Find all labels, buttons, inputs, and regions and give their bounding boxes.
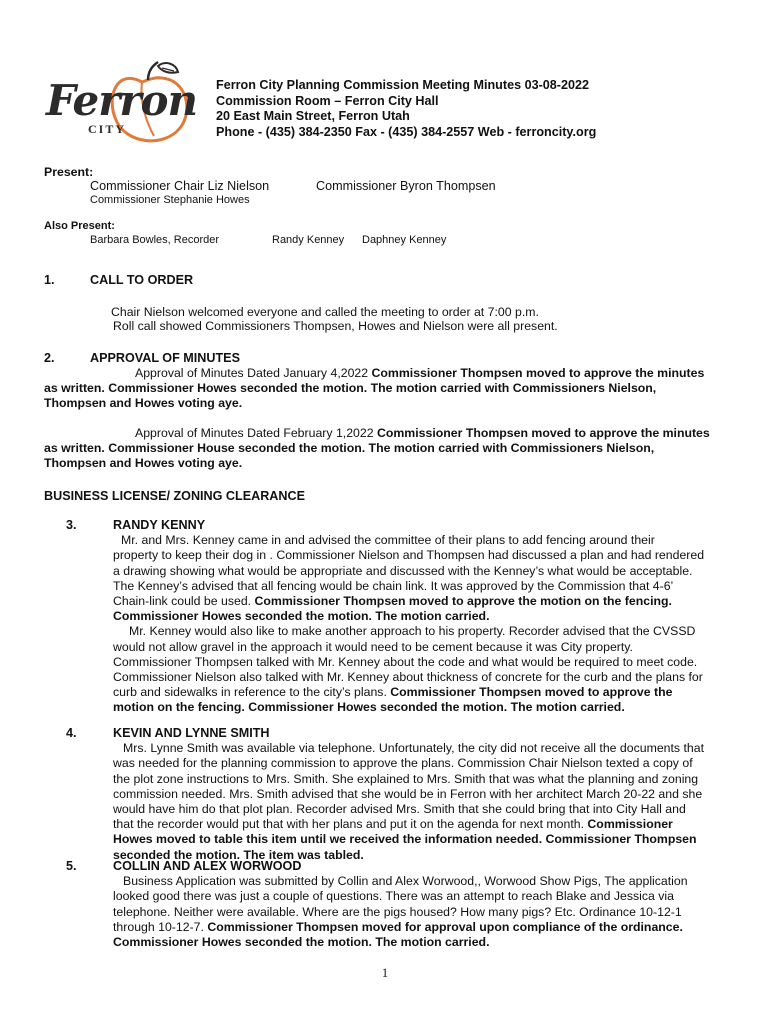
s3-l5-bold: Commissioner Thompsen moved to approve the motion on the fencing. bbox=[254, 594, 672, 609]
section2-number: 2. bbox=[44, 351, 55, 365]
s4-l5: would have him do that plot plan. Recorder advised Mrs. Smith that she could bring that into City Hall and bbox=[113, 802, 686, 817]
header-title: Ferron City Planning Commission Meeting Minutes 03-08-2022 bbox=[216, 78, 589, 92]
s5-l4-normal: through 10-12-7. bbox=[113, 919, 208, 934]
section1-line1: Chair Nielson welcomed everyone and called the meeting to order at 7:00 p.m. bbox=[111, 305, 539, 319]
s4-l1: Mrs. Lynne Smith was available via telephone. Unfortunately, the city did not receive all the documents that bbox=[123, 741, 704, 756]
s4-l3: the plot zone instructions to Mrs. Smith. She explained to Mrs. Smith that was what the planning and zoning bbox=[113, 771, 699, 786]
s3-l5-normal: Chain-link could be used. bbox=[113, 594, 255, 609]
s3-l10: Commissioner Nielson also talked with Mr. Kenney about thickness of concrete for the curb and the plans for bbox=[113, 670, 703, 685]
header-room: Commission Room – Ferron City Hall bbox=[216, 93, 439, 108]
section5-number: 5. bbox=[66, 859, 77, 873]
header-address: 20 East Main Street, Ferron Utah bbox=[216, 109, 410, 124]
header-block bbox=[216, 78, 596, 140]
s3-l11-bold: Commissioner Thompsen moved to approve the bbox=[390, 685, 673, 700]
s3-l3: a drawing showing what would be appropriate and discussed with the Kenney’s what would be acceptable. bbox=[113, 563, 693, 578]
section3-title: RANDY KENNY bbox=[113, 518, 206, 532]
logo-sub: CITY bbox=[88, 122, 127, 136]
logo-word: Ferron bbox=[46, 76, 198, 125]
s3-l7: Mr. Kenney would also like to make another approach to his property. Recorder advised that the CVSSD bbox=[129, 624, 696, 639]
s4-l4: commission needed. Mrs. Smith advised that she would be in Ferron with her architect March 20-22 and she bbox=[113, 786, 703, 801]
section3-number: 3. bbox=[66, 518, 77, 532]
s3-l6: Commissioner Howes seconded the motion. The motion carried. bbox=[113, 609, 490, 624]
s3-l4: The Kenney’s advised that all fencing would be chain link. It was approved by the Commission that 4-6’ bbox=[113, 578, 674, 593]
s2p2-bold: Commissioner Thompsen moved to approve the minutes bbox=[376, 426, 710, 440]
s3-l1: Mr. and Mrs. Kenney came in and advised the committee of their plans to add fencing around their bbox=[121, 533, 655, 548]
page-number: 1 bbox=[381, 966, 389, 980]
section3-body bbox=[113, 518, 733, 716]
s5-l3: telephone. Neither were available. Where are the pigs housed? How many pigs? Etc. Ordinance 10-12-1 bbox=[113, 904, 682, 919]
present-thompsen: Commissioner Byron Thompsen bbox=[316, 179, 496, 193]
s2p1-bold: Commissioner Thompsen moved to approve the minutes bbox=[371, 366, 705, 380]
section4-number: 4. bbox=[66, 726, 77, 740]
s5-l5: Commissioner Howes seconded the motion. The motion carried. bbox=[113, 935, 490, 950]
s5-l4-bold: Commissioner Thompsen moved for approval upon compliance of the ordinance. bbox=[207, 919, 683, 934]
s3-l11-normal: curb and sidewalks in reference to the city’s plans. bbox=[113, 685, 391, 700]
section2-paragraph2 bbox=[44, 426, 730, 472]
present-label: Present: bbox=[44, 165, 94, 179]
section1-line2: Roll call showed Commissioners Thompsen, Howes and Nielson were all present. bbox=[113, 319, 558, 333]
present-chair: Commissioner Chair Liz Nielson bbox=[90, 179, 270, 193]
section2-paragraph1 bbox=[44, 366, 730, 412]
s5-l1: Business Application was submitted by Collin and Alex Worwood,, Worwood Show Pigs, The application bbox=[123, 874, 688, 889]
s2p2-line3: Thompsen and Howes voting aye. bbox=[44, 456, 243, 471]
s4-l8: seconded the motion. The item was tabled. bbox=[113, 847, 364, 862]
ferron-city-logo bbox=[44, 58, 198, 150]
s4-l6-normal: that the recorder would put that with her plans and put it on the agenda for next month. bbox=[113, 817, 588, 832]
s2p1-line2: as written. Commissioner Howes seconded the motion. The motion carried with Commissioners Nielson, bbox=[44, 381, 657, 396]
s4-l7: Howes moved to table this item until we received the information needed. Commissioner Thompsen bbox=[113, 832, 697, 847]
s3-l8: would not allow gravel in the approach it would need to be cement because it was City property. bbox=[113, 639, 633, 654]
section5-body bbox=[113, 859, 733, 950]
section4-body bbox=[113, 726, 733, 863]
also-present-daphney: Daphney Kenney bbox=[362, 234, 447, 246]
s2p2-normal: Approval of Minutes Dated February 1,2022 bbox=[135, 426, 377, 440]
business-title: BUSINESS LICENSE/ ZONING CLEARANCE bbox=[44, 489, 305, 503]
section1-title: CALL TO ORDER bbox=[90, 273, 194, 287]
s3-l2: property to keep their dog in . Commissioner Nielson and Thompsen had discussed a plan and had rendered bbox=[113, 548, 705, 563]
section4-title: KEVIN AND LYNNE SMITH bbox=[113, 726, 270, 740]
s4-l2: was needed for the planning commission to approve the plans. Commission Chair Nielson texted a copy of bbox=[113, 756, 693, 771]
header-contact: Phone - (435) 384-2350 Fax - (435) 384-2557 Web - ferroncity.org bbox=[216, 124, 597, 139]
s2p1-line3: Thompsen and Howes voting aye. bbox=[44, 396, 243, 411]
also-present-bowles: Barbara Bowles, Recorder bbox=[90, 234, 220, 246]
section5-title: COLLIN AND ALEX WORWOOD bbox=[113, 859, 302, 873]
s5-l2: looked good there was just a couple of questions. There was an attempt to reach Blake and Jessica via bbox=[113, 889, 674, 904]
s4-l6-bold: Commissioner bbox=[587, 817, 673, 832]
also-present-label: Also Present: bbox=[44, 220, 115, 232]
present-howes: Commissioner Stephanie Howes bbox=[90, 194, 250, 206]
s2p1-normal: Approval of Minutes Dated January 4,2022 bbox=[135, 366, 372, 380]
s2p2-line2: as written. Commissioner House seconded the motion. The motion carried with Commissioners Nielson, bbox=[44, 441, 655, 456]
section1-number: 1. bbox=[44, 273, 55, 287]
also-present-randy: Randy Kenney bbox=[272, 234, 345, 246]
section2-title: APPROVAL OF MINUTES bbox=[90, 351, 240, 365]
s3-l12: motion on the fencing. Commissioner Howes seconded the motion. The motion carried. bbox=[113, 700, 625, 715]
s3-l9: Commissioner Thompsen talked with Mr. Kenney about the code and what would be required to meet code. bbox=[113, 654, 698, 669]
